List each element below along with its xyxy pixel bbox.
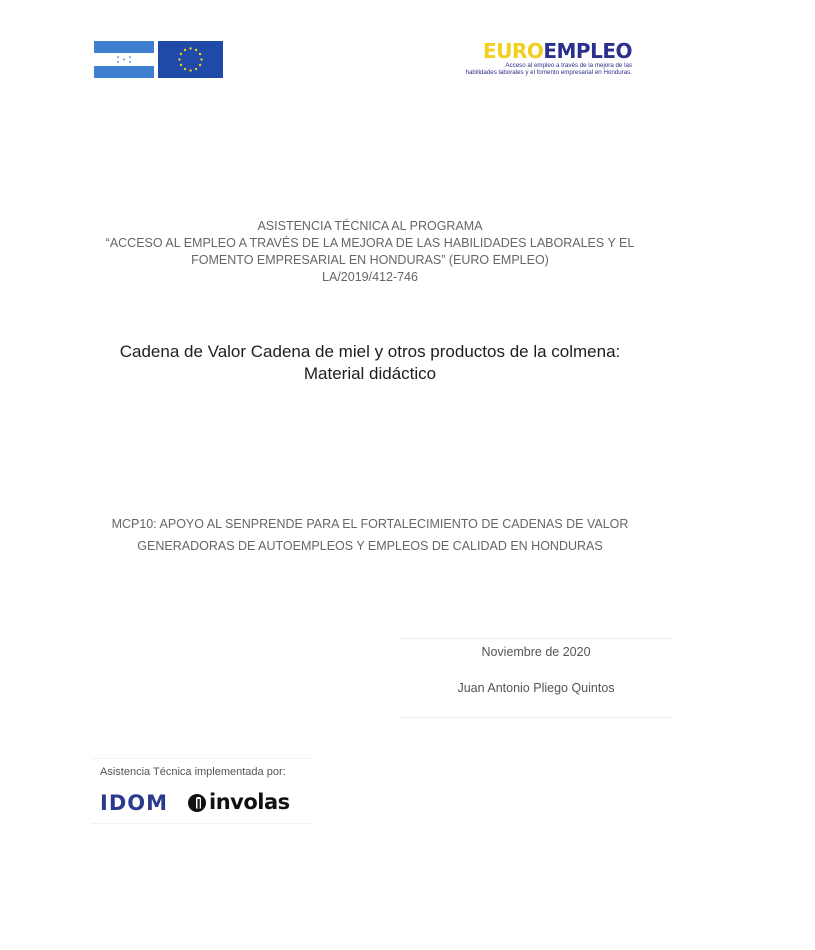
logo-euro-text: EURO [483,39,544,63]
technical-assistance-block [80,218,660,286]
logo-tagline-line2: habilidades laborales y el fomento empresarial en Honduras. [465,69,632,76]
mcp-subtitle [100,513,640,557]
eu-star [199,64,201,66]
implementers-label: Asistencia Técnica implementada por: [100,766,286,778]
eu-flag-logo [158,41,223,78]
document-title-line2: Material didáctico [303,364,437,383]
eu-star [189,47,191,49]
eu-star [178,58,180,60]
tech-assistance-line2: “ACCESO AL EMPLEO A TRAVÉS DE LA MEJORA DE LAS HABILIDADES LABORALES Y EL [105,236,635,250]
involas-logo-text: involas [209,790,290,814]
tech-assistance-line4: LA/2019/412-746 [322,270,418,284]
eu-star [184,49,186,51]
eu-star [184,68,186,70]
eu-star [189,69,191,71]
document-author: Juan Antonio Pliego Quintos [457,681,615,695]
tech-assistance-line1: ASISTENCIA TÉCNICA AL PROGRAMA [257,219,483,233]
eu-star [200,58,202,60]
document-title-line1: Cadena de Valor Cadena de miel y otros productos de la colmena: [119,342,621,361]
honduras-flag-logo [94,41,154,78]
tech-assistance-line3: FOMENTO EMPRESARIAL EN HONDURAS” (EURO EMPLEO) [191,253,549,267]
involas-logo-icon [187,793,207,813]
logo-tagline-line1: Acceso al empleo a través de la mejora de las [505,62,632,69]
eu-star [195,49,197,51]
meta-bottom-divider [400,717,672,718]
eu-star [199,53,201,55]
document-title [100,341,640,385]
mcp-subtitle-line2: GENERADORAS DE AUTOEMPLEOS Y EMPLEOS DE CALIDAD EN HONDURAS [137,539,603,553]
meta-top-divider [400,638,672,639]
eu-star [180,53,182,55]
idom-logo: IDOM [100,791,168,815]
mcp-subtitle-line1: MCP10: APOYO AL SENPRENDE PARA EL FORTALECIMIENTO DE CADENAS DE VALOR [111,517,629,531]
eu-star [180,64,182,66]
eu-star [195,68,197,70]
document-date: Noviembre de 2020 [481,645,591,659]
euroempleo-logo [414,40,632,82]
logo-empleo-text: EMPLEO [543,39,632,63]
